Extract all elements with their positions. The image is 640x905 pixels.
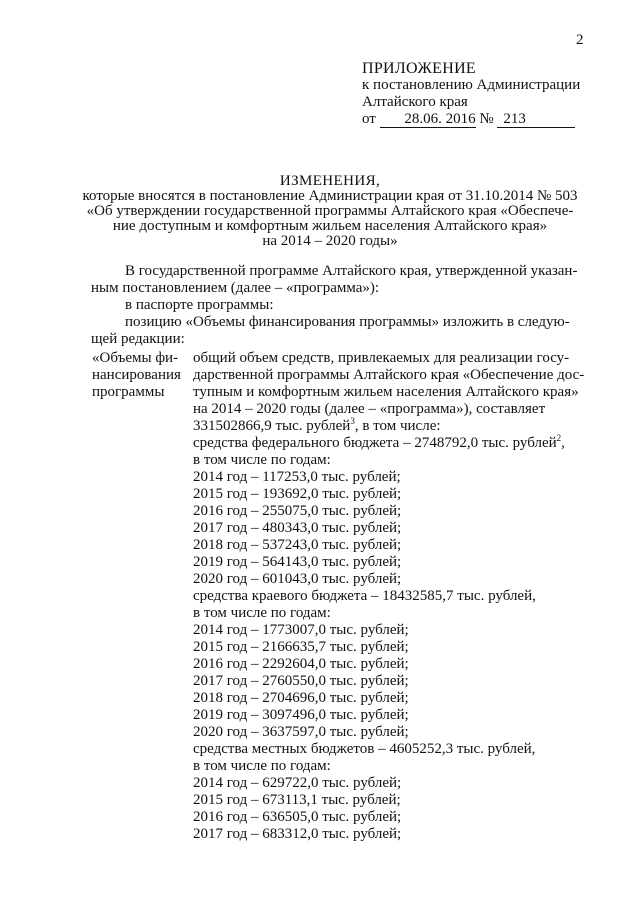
- heading-line: ние доступным и комфортным жильем населения Алтайского края»: [112, 218, 548, 234]
- heading-line: которые вносятся в постановление Администрации края от 31.10.2014 № 503: [82, 188, 578, 204]
- value-line: тупным и комфортным жильем населения Алтайского края»: [193, 384, 579, 400]
- total-suffix: , в том числе:: [354, 418, 441, 434]
- intro-paragraph-line: ным постановлением (далее – «программа»):: [91, 280, 380, 296]
- intro-paragraph-line: позицию «Объемы финансирования программы» изложить в следую-: [125, 314, 570, 330]
- value-line: 2019 год – 3097496,0 тыс. рублей;: [193, 707, 409, 723]
- value-line: в том числе по годам:: [193, 605, 331, 621]
- value-line: средства местных бюджетов – 4605252,3 тыс. рублей,: [193, 741, 536, 757]
- value-line: 2014 год – 629722,0 тыс. рублей;: [193, 775, 402, 791]
- appendix-date-line: [362, 111, 580, 128]
- value-line: 2018 год – 537243,0 тыс. рублей;: [193, 537, 402, 553]
- value-line: 2014 год – 1773007,0 тыс. рублей;: [193, 622, 409, 638]
- appendix-title: ПРИЛОЖЕНИЕ: [362, 60, 477, 77]
- appendix-block: [362, 60, 580, 128]
- intro-paragraph: в паспорте программы:: [125, 297, 274, 313]
- value-line: 2015 год – 673113,1 тыс. рублей;: [193, 792, 401, 808]
- intro-paragraph-line: В государственной программе Алтайского края, утвержденной указан-: [125, 263, 578, 279]
- intro-paragraph-line: щей редакции:: [91, 331, 185, 347]
- date-prefix: от: [362, 111, 376, 127]
- appendix-line: к постановлению Администрации: [362, 77, 581, 93]
- table-label-cell: [92, 350, 187, 401]
- value-line: 2017 год – 2760550,0 тыс. рублей;: [193, 673, 409, 689]
- value-line: 2020 год – 601043,0 тыс. рублей;: [193, 571, 402, 587]
- value-line: 2016 год – 255075,0 тыс. рублей;: [193, 503, 402, 519]
- heading-line: «Об утверждении государственной программы Алтайского края «Обеспече-: [86, 203, 574, 219]
- value-line: 2015 год – 2166635,7 тыс. рублей;: [193, 639, 409, 655]
- footnote-mark: 3: [350, 416, 355, 426]
- intro-text: [91, 263, 591, 348]
- value-line: дарственной программы Алтайского края «Обеспечение дос-: [193, 367, 585, 383]
- heading-line: на 2014 – 2020 годы»: [262, 233, 398, 249]
- value-line-total: [193, 418, 593, 435]
- date-value: 28.06. 2016: [380, 112, 476, 128]
- value-line: 2017 год – 683312,0 тыс. рублей;: [193, 826, 402, 842]
- label-line: нансирования: [92, 367, 181, 383]
- federal-amount: средства федерального бюджета – 2748792,0 тыс. рублей: [193, 435, 557, 451]
- value-line: 2017 год – 480343,0 тыс. рублей;: [193, 520, 402, 536]
- table-value-cell: [193, 350, 593, 843]
- footnote-mark: 2: [556, 433, 562, 443]
- value-line-federal: [193, 435, 593, 452]
- total-amount: 331502866,9 тыс. рублей: [193, 418, 351, 434]
- value-line: в том числе по годам:: [193, 452, 331, 468]
- value-line: средства краевого бюджета – 18432585,7 тыс. рублей,: [193, 588, 536, 604]
- value-line: общий объем средств, привлекаемых для реализации госу-: [193, 350, 570, 366]
- value-line: в том числе по годам:: [193, 758, 331, 774]
- value-line: 2019 год – 564143,0 тыс. рублей;: [193, 554, 402, 570]
- document-heading: [60, 174, 600, 249]
- federal-suffix: ,: [561, 435, 565, 451]
- appendix-line: Алтайского края: [362, 94, 468, 110]
- value-line: 2020 год – 3637597,0 тыс. рублей;: [193, 724, 409, 740]
- value-line: 2015 год – 193692,0 тыс. рублей;: [193, 486, 402, 502]
- value-line: 2014 год – 117253,0 тыс. рублей;: [193, 469, 401, 485]
- heading-title: ИЗМЕНЕНИЯ,: [279, 173, 381, 189]
- label-line: «Объемы фи-: [92, 350, 179, 366]
- label-line: программы: [92, 384, 165, 400]
- page-number: 2: [576, 32, 584, 48]
- number-sign: №: [479, 111, 494, 127]
- value-line: 2016 год – 2292604,0 тыс. рублей;: [193, 656, 409, 672]
- value-line: на 2014 – 2020 годы (далее – «программа»), составляет: [193, 401, 546, 417]
- value-line: 2018 год – 2704696,0 тыс. рублей;: [193, 690, 409, 706]
- value-line: 2016 год – 636505,0 тыс. рублей;: [193, 809, 402, 825]
- number-value: 213: [497, 112, 575, 128]
